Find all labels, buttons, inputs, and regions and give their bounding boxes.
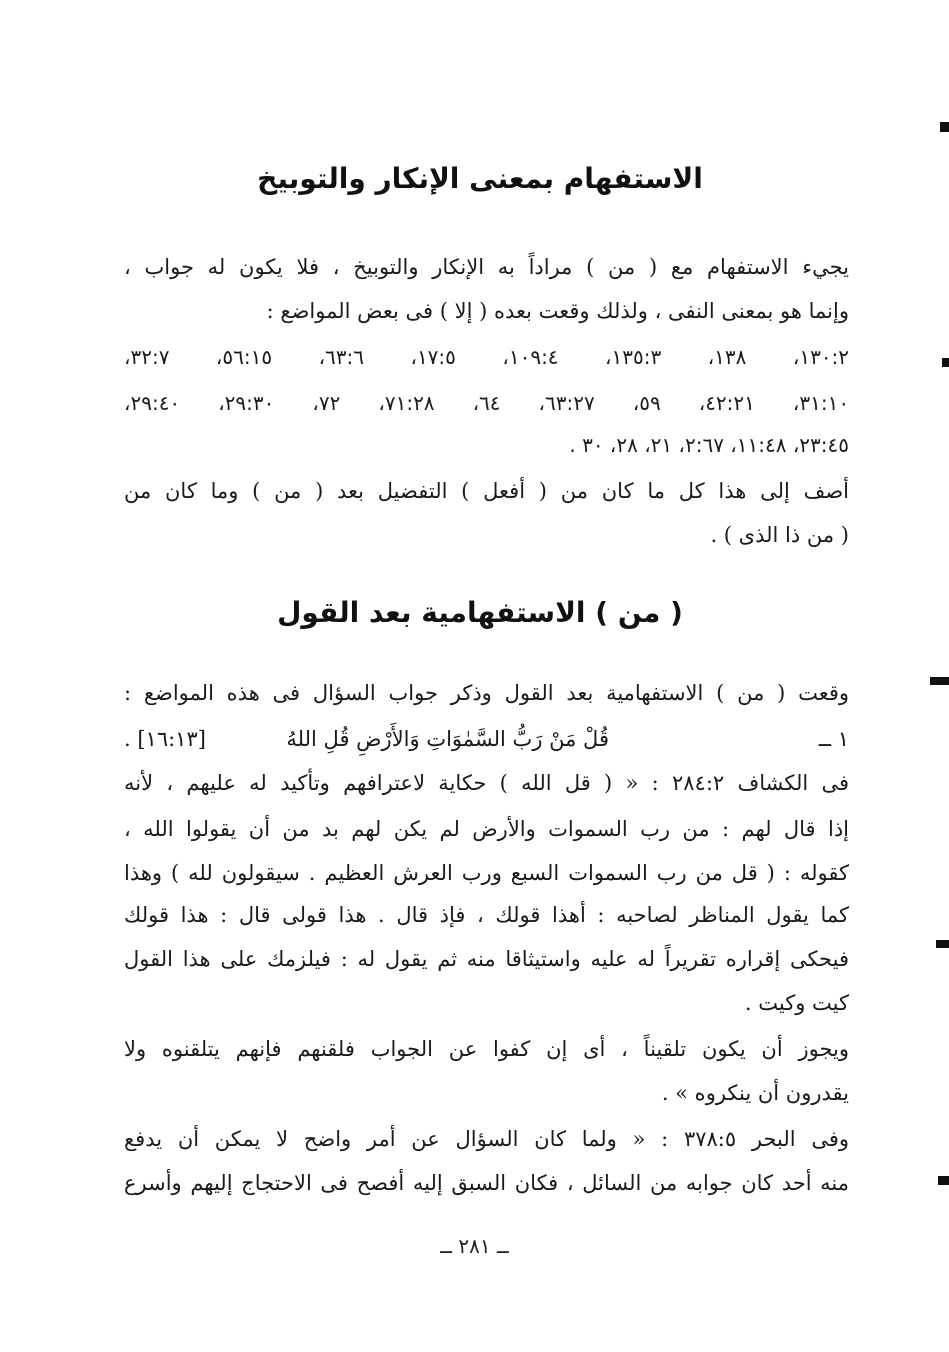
text-line: فيحكى إقراره تقريراً له عليه واستيثاقا منه ثم يقول له : فيلزمك على هذا القول [124,947,849,971]
section-heading-after-speech: ( من ) الاستفهامية بعد القول [277,596,683,629]
scan-edge-mark [942,358,949,367]
text-line: منه أحد كان جوابه من السائل ، فكان السبق إليه أفصح فى الاحتجاج إليهم وأسرع [124,1171,849,1195]
text-line: يقدرون أن ينكروه » . [661,1081,849,1105]
verse-number: ١ ــ [818,727,849,751]
text-line: ( من ذا الذى ) . [710,523,849,547]
quran-verse-text: قُلْ مَنْ رَبُّ السَّمٰوَاتِ وَالأَرْضِ قُلِ اللهُ [286,727,609,751]
scan-edge-mark [940,122,949,132]
verse-references-line: ٣١:١٠، ٤٢:٢١، ٥٩، ٦٣:٢٧، ٦٤، ٧١:٢٨، ٧٢، ٢٩:٣٠، ٢٩:٤٠، [124,391,850,415]
text-line: يجيء الاستفهام مع ( من ) مراداً به الإنكار والتوبيخ ، فلا يكون له جواب ، [124,255,849,279]
page-number: ــ ٢٨١ ــ [440,1234,509,1258]
text-line: فى الكشاف ٢٨٤:٢ : « ( قل الله ) حكاية لاعترافهم وتأكيد له عليهم ، لأنه [124,771,850,795]
verse-reference: [١٦:١٣] . [124,727,206,751]
text-line: كقوله : ( قل من رب السموات السبع ورب العرش العظيم . سيقولون لله ) وهذا [124,861,849,885]
text-line: إذا قال لهم : من رب السموات والأرض لم يكن لهم بد من أن يقولوا الله ، [124,817,849,841]
scan-edge-mark [930,677,949,685]
text-line: وفى البحر ٣٧٨:٥ : « ولما كان السؤال عن أمر واضح لا يمكن أن يدفع [124,1127,849,1151]
text-line: وإنما هو بمعنى النفى ، ولذلك وقعت بعده ( إلا ) فى بعض المواضع : [266,299,849,323]
scan-edge-mark [938,1176,949,1185]
verse-references-line: ١٣٠:٢، ١٣٨، ١٣٥:٣، ١٠٩:٤، ١٧:٥، ٦٣:٦، ٥٦:١٥، ٣٢:٧، [124,345,850,369]
text-line: أصف إلى هذا كل ما كان من ( أفعل ) التفضيل بعد ( من ) وما كان من [124,479,849,503]
text-line: كيت وكيت . [744,991,849,1015]
scan-edge-mark [936,940,949,948]
text-line: كما يقول المناظر لصاحبه : أهذا قولك ، فإذ قال . هذا قولى قال : هذا قولك [124,903,849,927]
section-heading-rhetorical: الاستفهام بمعنى الإنكار والتوبيخ [257,162,703,195]
text-line: ويجوز أن يكون تلقيناً ، أى إن كفوا عن الجواب فلقنهم فإنهم يتلقنوه ولا [124,1037,849,1061]
quran-verse-row [124,724,849,756]
text-line: وقعت ( من ) الاستفهامية بعد القول وذكر جواب السؤال فى هذه المواضع : [124,681,849,705]
verse-references-line: ٢٣:٤٥، ١١:٤٨، ٢:٦٧، ٢١، ٢٨، ٣٠ . [569,433,849,457]
